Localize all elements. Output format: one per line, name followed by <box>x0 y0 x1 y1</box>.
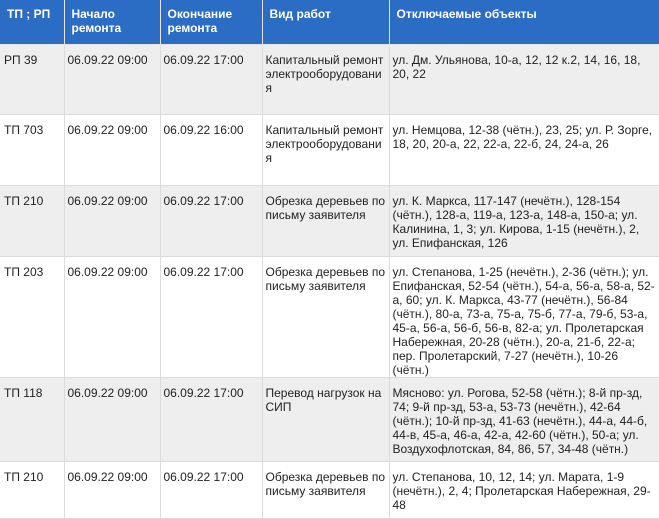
cell-start: 06.09.22 09:00 <box>64 45 160 115</box>
cell-end: 06.09.22 17:00 <box>160 257 262 378</box>
cell-work-type: Обрезка деревьев по письму заявителя <box>262 462 389 519</box>
cell-objects: Мясново: ул. Рогова, 52-58 (чётн.); 8-й пр-зд, 74; 9-й пр-зд, 53-а, 53-73 (нечётн.), 42-64 (чётн.); 10-й пр-зд, 41-63 (нечётн.), 44-а, 44-б, 44-в, 45-а, 46-а, 42-а, 42-60 (чётн.), 50-а; ул. Воздухофлотская, 84, 86, 57, 34-48 (чётн.) <box>389 378 659 462</box>
table-row <box>0 45 659 115</box>
table-row <box>0 186 659 257</box>
cell-work-type: Обрезка деревьев по письму заявителя <box>262 186 389 257</box>
header-work-type: Вид работ <box>262 0 389 45</box>
cell-work-type: Перевод нагрузок на СИП <box>262 378 389 462</box>
header-start: Начало ремонта <box>64 0 160 45</box>
table-header-row <box>0 0 659 45</box>
cell-work-type: Обрезка деревьев по письму заявителя <box>262 257 389 378</box>
cell-end: 06.09.22 16:00 <box>160 115 262 186</box>
header-end: Окончание ремонта <box>160 0 262 45</box>
table-row <box>0 462 659 519</box>
cell-start: 06.09.22 09:00 <box>64 257 160 378</box>
header-tp: ТП ; РП <box>0 0 64 45</box>
cell-end: 06.09.22 17:00 <box>160 378 262 462</box>
cell-end: 06.09.22 17:00 <box>160 45 262 115</box>
cell-objects: ул. Немцова, 12-38 (чётн.), 23, 25; ул. Р. Зорге, 18, 20, 20-а, 22, 22-а, 22-б, 24, 24-а, 26 <box>389 115 659 186</box>
header-objects: Отключаемые объекты <box>389 0 659 45</box>
cell-tp: ТП 210 <box>0 186 64 257</box>
cell-tp: ТП 118 <box>0 378 64 462</box>
cell-start: 06.09.22 09:00 <box>64 186 160 257</box>
cell-tp: ТП 203 <box>0 257 64 378</box>
cell-end: 06.09.22 17:00 <box>160 186 262 257</box>
cell-start: 06.09.22 09:00 <box>64 115 160 186</box>
cell-tp: РП 39 <box>0 45 64 115</box>
cell-end: 06.09.22 17:00 <box>160 462 262 519</box>
cell-work-type: Капитальный ремонт электрооборудования <box>262 115 389 186</box>
cell-start: 06.09.22 09:00 <box>64 378 160 462</box>
cell-objects: ул. Дм. Ульянова, 10-а, 12, 12 к.2, 14, 16, 18, 20, 22 <box>389 45 659 115</box>
table-row <box>0 257 659 378</box>
cell-work-type: Капитальный ремонт электрооборудования <box>262 45 389 115</box>
cell-objects: ул. Степанова, 10, 12, 14; ул. Марата, 1-9 (нечётн.), 2, 4; Пролетарская Набережная, 29-48 <box>389 462 659 519</box>
table-row <box>0 378 659 462</box>
cell-tp: ТП 703 <box>0 115 64 186</box>
cell-objects: ул. Степанова, 1-25 (нечётн.), 2-36 (чётн.); ул. Епифанская, 52-54 (чётн.), 54-а, 56-а, 58-а, 52-а, 60; ул. К. Маркса, 43-77 (нечётн.), 56-84 (чётн.), 80-а, 73-а, 75-а, 75-б, 77-а, 79-б, 53-а, 45-а, 56-а, 56-б, 56-в, 82-а; ул. Пролетарская Набережная, 20-28 (чётн.), 20-а, 21-б, 22-а; пер. Пролетарский, 7-27 (нечётн.), 10-26 (чётн.) <box>389 257 659 378</box>
cell-objects: ул. К. Маркса, 117-147 (нечётн.), 128-154 (чётн.), 128-а, 119-а, 123-а, 148-а, 150-а; ул. Калинина, 1, 3; ул. Кирова, 1-15 (нечётн.), 2, ул. Епифанская, 126 <box>389 186 659 257</box>
cell-tp: ТП 210 <box>0 462 64 519</box>
table-row <box>0 115 659 186</box>
cell-start: 06.09.22 09:00 <box>64 462 160 519</box>
